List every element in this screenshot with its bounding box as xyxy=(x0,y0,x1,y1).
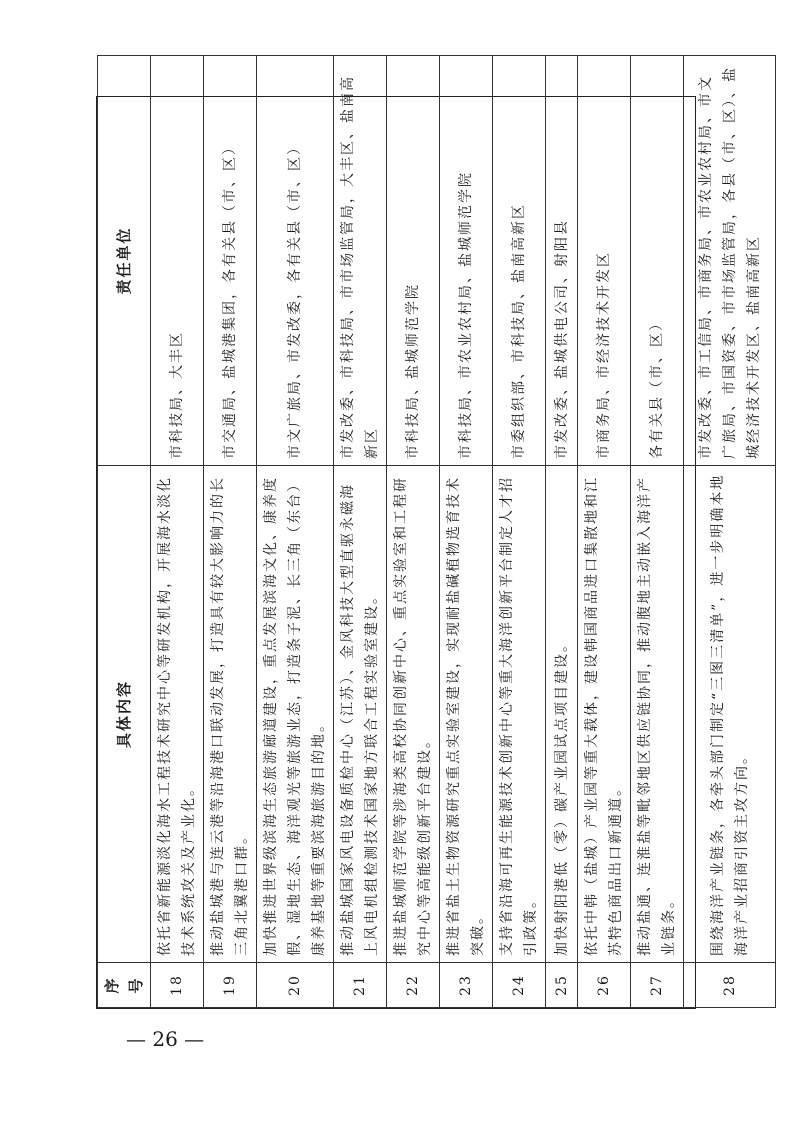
table-row xyxy=(334,56,387,1008)
row-no: 27 xyxy=(631,963,684,1008)
row-content: 加快射阳港低（零）碳产业园试点项目建设。 xyxy=(546,466,578,963)
row-content: 加快推进世界级滨海生态旅游廊道建设，重点发展滨海文化、康养度假、湿地生态、海洋观光等旅游业态，打造条子泥、长三角（东台）康养基地等重要滨海旅游目的地。 xyxy=(257,466,334,963)
row-dept: 市委组织部、市科技局、盐南高新区 xyxy=(493,56,546,466)
row-dept: 市文广旅局、市发改委，各有关县（市、区） xyxy=(257,56,334,466)
row-content: 推动盐通、连淮盐等毗邻地区供应链协同，推动腹地主动嵌入海洋产业链条。 xyxy=(631,466,684,963)
row-content: 支持省沿海可再生能源技术创新中心等重大海洋创新平台制定人才招引政策。 xyxy=(493,466,546,963)
row-no: 22 xyxy=(387,963,440,1008)
table-row xyxy=(151,56,204,1008)
table-row xyxy=(631,56,684,1008)
table-row xyxy=(204,56,257,1008)
row-dept: 市发改委、市工信局、市商务局、市农业农村局、市文广旅局、市国资委、市市场监管局，各县（市、区）、盐城经济技术开发区、盐南高新区 xyxy=(684,56,776,466)
table-header-row xyxy=(98,56,151,1008)
table-row xyxy=(257,56,334,1008)
row-no: 24 xyxy=(493,963,546,1008)
header-content: 具体内容 xyxy=(98,466,151,963)
table-row xyxy=(493,56,546,1008)
row-dept: 市科技局、大丰区 xyxy=(151,56,204,466)
header-no: 序号 xyxy=(98,963,151,1008)
row-no: 20 xyxy=(257,963,334,1008)
row-dept: 市发改委、盐城供电公司、射阳县 xyxy=(546,56,578,466)
row-content: 推进盐城师范学院等涉海类高校协同创新中心、重点实验室和工程研究中心等高能级创新平台建设。 xyxy=(387,466,440,963)
responsibility-table xyxy=(96,66,762,1009)
row-no: 28 xyxy=(684,963,776,1008)
table-row xyxy=(387,56,440,1008)
row-dept: 市商务局、市经济技术开发区 xyxy=(578,56,631,466)
row-content: 推动盐城港与连云港等沿海港口联动发展，打造具有较大影响力的长三角北翼港口群。 xyxy=(204,466,257,963)
row-content: 依托中韩（盐城）产业园等重大载体，建设韩国商品进口集散地和江苏特色商品出口新通道。 xyxy=(578,466,631,963)
row-content: 围绕海洋产业链条，各牵头部门制定“三图三清单”，进一步明确本地海洋产业招商引资主攻方向。 xyxy=(684,466,776,963)
row-dept: 市科技局、市农业农村局、盐城师范学院 xyxy=(440,56,493,466)
row-content: 推动盐城国家风电设备质检中心（江苏）、金风科技大型直驱永磁海上风电机组检测技术国家地方联合工程实验室建设。 xyxy=(334,466,387,963)
table-row xyxy=(440,56,493,1008)
row-dept: 市科技局、盐城师范学院 xyxy=(387,56,440,466)
row-content: 推进省盐土生物资源研究重点实验室建设，实现耐盐碱植物选育技术突破。 xyxy=(440,466,493,963)
table-row xyxy=(578,56,631,1008)
row-dept: 各有关县（市、区） xyxy=(631,56,684,466)
page-number: — 26 — xyxy=(126,1027,205,1051)
row-content: 依托省新能源淡化海水工程技术研究中心等研发机构，开展海水淡化技术系统攻关及产业化。 xyxy=(151,466,204,963)
row-dept: 市交通局、盐城港集团，各有关县（市、区） xyxy=(204,56,257,466)
row-dept: 市发改委、市科技局、市市场监管局，大丰区、盐南高新区 xyxy=(334,56,387,466)
table-row xyxy=(546,56,578,1008)
row-no: 26 xyxy=(578,963,631,1008)
row-no: 23 xyxy=(440,963,493,1008)
row-no: 25 xyxy=(546,963,578,1008)
row-no: 19 xyxy=(204,963,257,1008)
table-row xyxy=(684,56,776,1008)
row-no: 18 xyxy=(151,963,204,1008)
header-dept: 责任单位 xyxy=(98,56,151,466)
row-no: 21 xyxy=(334,963,387,1008)
